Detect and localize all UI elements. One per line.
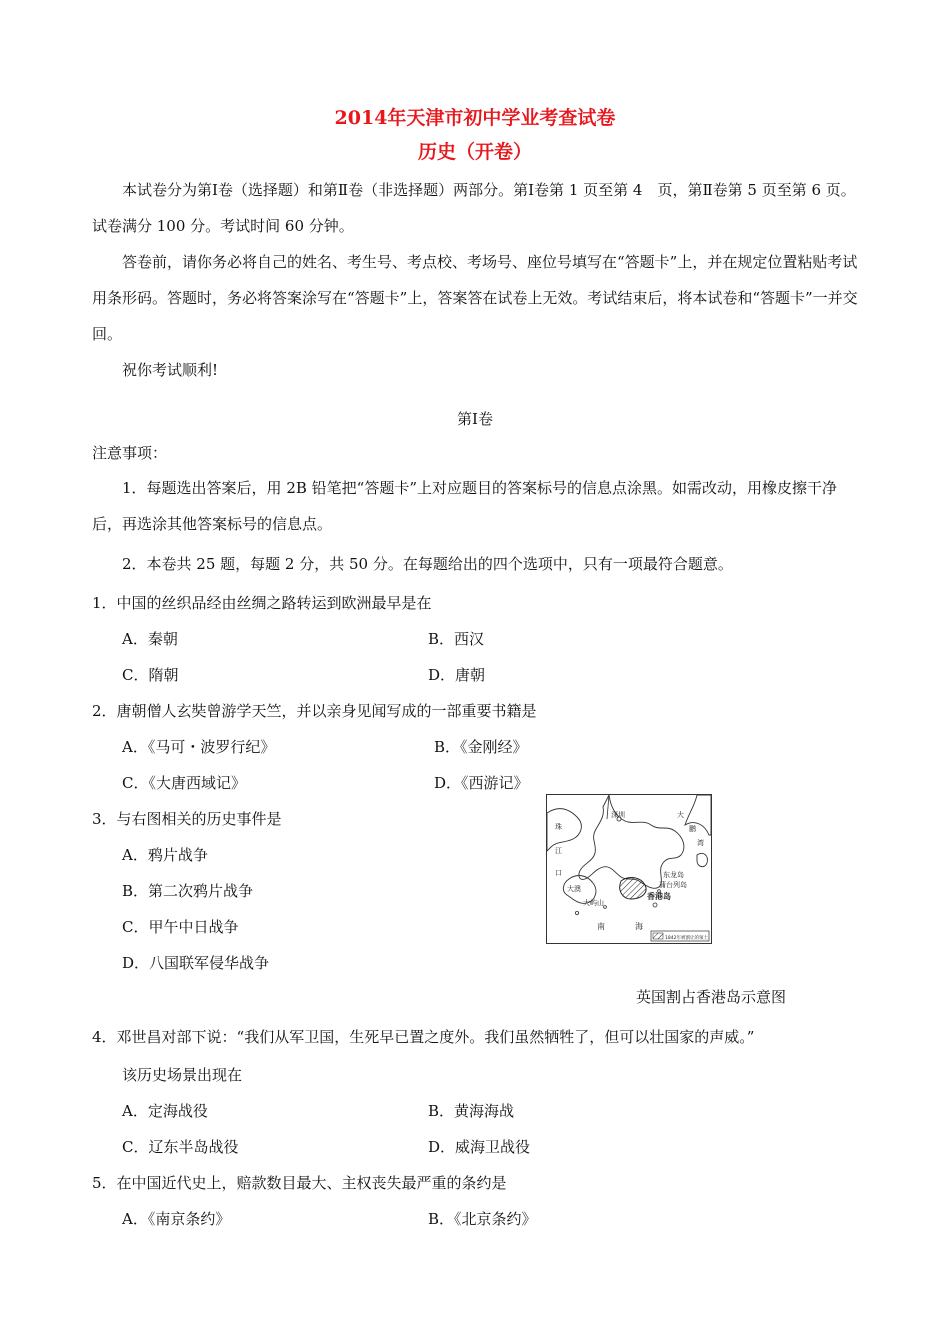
question-3-option-a: A．鸦片战争	[122, 846, 208, 864]
map-label-peng: 鹏	[689, 825, 696, 833]
question-4-option-b: B．黄海海战	[428, 1102, 515, 1120]
question-3-option-b: B．第二次鸦片战争	[122, 882, 254, 900]
map-label-hai: 海	[635, 922, 643, 931]
question-2-option-d: D．《西游记》	[434, 774, 529, 792]
question-1-option-d: D．唐朝	[428, 666, 486, 684]
intro-paragraph-1: 本试卷分为第Ⅰ卷（选择题）和第Ⅱ卷（非选择题）两部分。第Ⅰ卷第 1 页至第 4 页，第Ⅱ卷第 5 页至第 6 页。试卷满分 100 分。考试时间 60 分钟。	[92, 181, 856, 235]
map-label-kou: 口	[555, 869, 562, 877]
question-4-option-a: A．定海战役	[122, 1102, 208, 1120]
map-label-ludi: 大屿山	[583, 899, 604, 907]
question-5-option-a: A．《南京条约》	[122, 1210, 231, 1228]
notice-label: 注意事项：	[92, 444, 168, 462]
map-label-jiang: 江	[555, 847, 562, 855]
question-4-option-c: C．辽东半岛战役	[122, 1138, 239, 1156]
question-1-option-a: A．秦朝	[122, 630, 178, 648]
hong-kong-map	[546, 794, 712, 944]
map-label-zhu: 珠	[555, 823, 562, 831]
question-5-stem: 5．在中国近代史上，赔款数目最大、主权丧失最严重的条约是	[92, 1174, 507, 1192]
question-1-stem: 1．中国的丝织品经由丝绸之路转运到欧洲最早是在	[92, 594, 432, 612]
question-4-stem-continued: 该历史场景出现在	[122, 1066, 243, 1084]
map-legend-label: 1842年被割让的领土	[665, 936, 708, 941]
question-4-option-d: D．威海卫战役	[428, 1138, 531, 1156]
section-heading: 第Ⅰ卷	[457, 410, 493, 428]
question-5-option-b: B．《北京条约》	[428, 1210, 537, 1228]
map-label-dayu: 大澳	[567, 885, 581, 893]
map-label-shenzhen: 深圳	[611, 811, 625, 819]
map-label-da: 大	[677, 811, 684, 819]
page-title: 2014年天津市初中学业考查试卷	[334, 107, 616, 129]
question-2-option-a: A．《马可・波罗行纪》	[122, 738, 276, 756]
question-2-option-b: B．《金刚经》	[434, 738, 528, 756]
notice-item-2: 2．本卷共 25 题，每题 2 分，共 50 分。在每题给出的四个选项中，只有一项最符合题意。	[122, 555, 733, 573]
question-1-option-b: B．西汉	[428, 630, 485, 648]
map-drawing	[547, 795, 711, 943]
notice-item-1: 1．每题选出答案后，用 2B 铅笔把“答题卡”上对应题目的答案标号的信息点涂黑。如需改动，用橡皮擦干净后，再选涂其他答案标号的信息点。	[92, 479, 837, 533]
question-3-stem: 3．与右图相关的历史事件是	[92, 810, 282, 828]
map-label-hong-kong-island: 香港岛	[647, 892, 671, 901]
question-3-option-d: D．八国联军侵华战争	[122, 954, 270, 972]
intro-paragraph-2: 答卷前，请你务必将自己的姓名、考生号、考点校、考场号、座位号填写在“答题卡”上，并在规定位置粘贴考试用条形码。答题时，务必将答案涂写在“答题卡”上，答案答在试卷上无效。考试结束后，将本试卷和“答题卡”一并交回。	[92, 253, 858, 343]
question-2-stem: 2．唐朝僧人玄奘曾游学天竺，并以亲身见闻写成的一部重要书籍是	[92, 702, 537, 720]
map-label-island-1: 蒲台列岛	[659, 881, 687, 889]
question-2-option-c: C．《大唐西域记》	[122, 774, 246, 792]
map-caption: 英国割占香港岛示意图	[636, 988, 787, 1006]
page-subtitle: 历史（开卷）	[417, 141, 532, 163]
map-label-wan: 湾	[697, 839, 704, 847]
question-3-option-c: C．甲午中日战争	[122, 918, 239, 936]
map-label-nan: 南	[597, 922, 605, 931]
question-1-option-c: C．隋朝	[122, 666, 179, 684]
intro-paragraph-3: 祝你考试顺利!	[122, 361, 219, 379]
map-label-island-2: 东龙岛	[663, 871, 684, 879]
question-4-stem: 4．邓世昌对部下说：“我们从军卫国，生死早已置之度外。我们虽然牺牲了，但可以壮国家的声威。”	[92, 1028, 755, 1046]
